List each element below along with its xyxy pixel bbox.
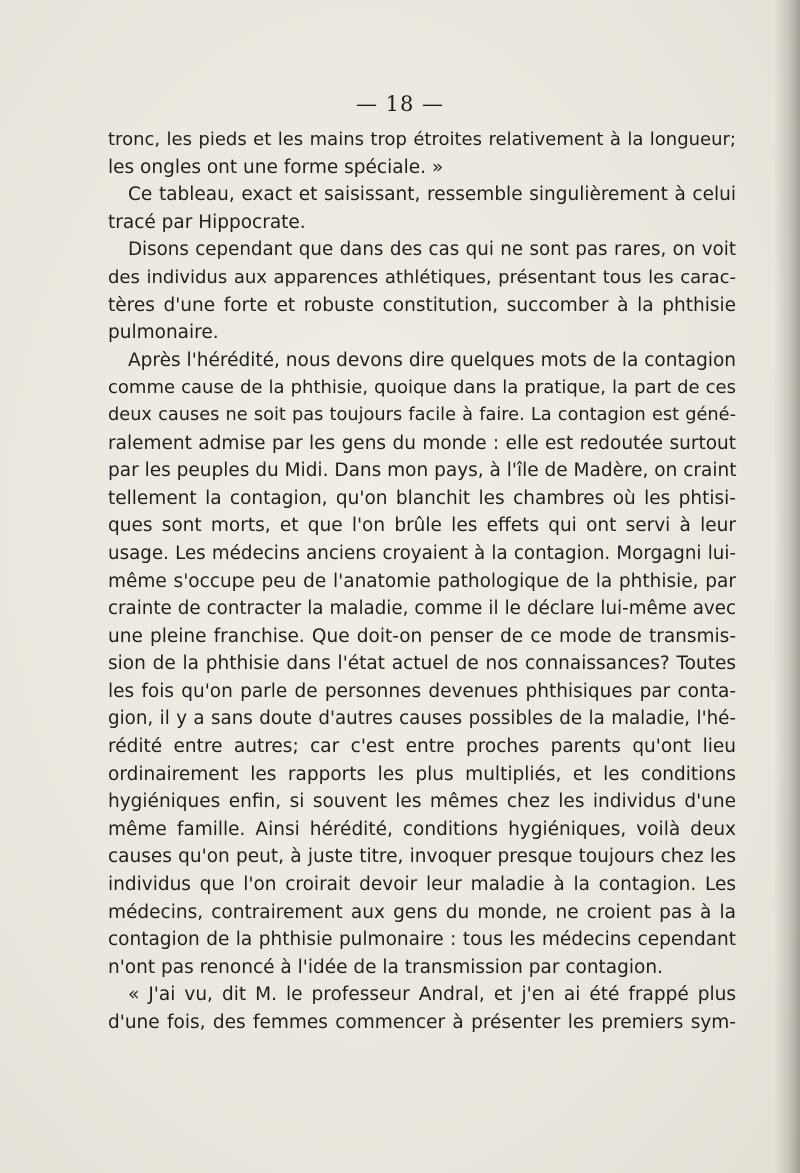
text-line: ques sont morts, et que l'on brûle les effets qui ont servi à leur (108, 515, 736, 537)
page-edge-shadow (774, 0, 800, 1173)
text-line: tronc, les pieds et les mains trop étroites relativement à la longueur; (108, 129, 736, 150)
text-line: causes qu'on peut, à juste titre, invoquer presque toujours chez les (108, 846, 736, 868)
text-line: comme cause de la phthisie, quoique dans la pratique, la part de ces (108, 377, 736, 399)
text-line: Disons cependant que dans des cas qui ne sont pas rares, on voit (128, 239, 736, 261)
text-line: des individus aux apparences athlétiques, présentant tous les carac- (108, 266, 736, 288)
text-line: usage. Les médecins anciens croyaient à la contagion. Morgagni lui- (108, 542, 736, 564)
text-line: les fois qu'on parle de personnes devenues phthisiques par conta- (108, 680, 736, 702)
text-line: crainte de contracter la maladie, comme il le déclare lui-même avec (108, 598, 736, 620)
text-line: gion, il y a sans doute d'autres causes possibles de la maladie, l'hé- (108, 708, 736, 730)
text-line: individus que l'on croirait devoir leur maladie à la contagion. Les (108, 874, 736, 896)
text-line: n'ont pas renoncé à l'idée de la transmission par contagion. (108, 956, 663, 978)
text-line: tellement la contagion, qu'on blanchit les chambres où les phtisi- (108, 487, 736, 509)
text-line: hygiéniques enfin, si souvent les mêmes chez les individus d'une (108, 791, 736, 813)
text-line: Après l'hérédité, nous devons dire quelques mots de la contagion (128, 349, 736, 371)
text-line: Ce tableau, exact et saisissant, ressemble singulièrement à celui (128, 184, 736, 206)
text-line: même s'occupe peu de l'anatomie pathologique de la phthisie, par (108, 570, 736, 592)
page-number: — 18 — (355, 92, 445, 116)
text-line: « J'ai vu, dit M. le professeur Andral, et j'en ai été frappé plus (128, 984, 736, 1006)
text-line: ordinairement les rapports les plus multipliés, et les conditions (108, 763, 736, 785)
text-line: rédité entre autres; car c'est entre proches parents qu'ont lieu (108, 736, 736, 758)
text-line: pulmonaire. (108, 322, 219, 344)
text-line: contagion de la phthisie pulmonaire : tous les médecins cependant (108, 929, 736, 951)
text-line: tracé par Hippocrate. (108, 211, 306, 233)
text-line: même famille. Ainsi hérédité, conditions hygiéniques, voilà deux (108, 818, 736, 840)
text-line: deux causes ne soit pas toujours facile à faire. La contagion est géné- (108, 404, 736, 425)
text-line: par les peuples du Midi. Dans mon pays, à l'île de Madère, on craint (108, 460, 737, 482)
text-line: ralement admise par les gens du monde : elle est redoutée surtout (108, 432, 736, 454)
text-line: une pleine franchise. Que doit-on penser de ce mode de transmis- (108, 625, 736, 647)
text-line: d'une fois, des femmes commencer à présenter les premiers sym- (108, 1012, 736, 1033)
text-line: les ongles ont une forme spéciale. » (108, 156, 444, 178)
text-line: sion de la phthisie dans l'état actuel de nos connaissances? Toutes (108, 653, 736, 675)
body-text (108, 126, 736, 1037)
text-line: médecins, contrairement aux gens du monde, ne croient pas à la (108, 901, 736, 923)
text-line: tères d'une forte et robuste constitution, succomber à la phthisie (108, 294, 736, 316)
